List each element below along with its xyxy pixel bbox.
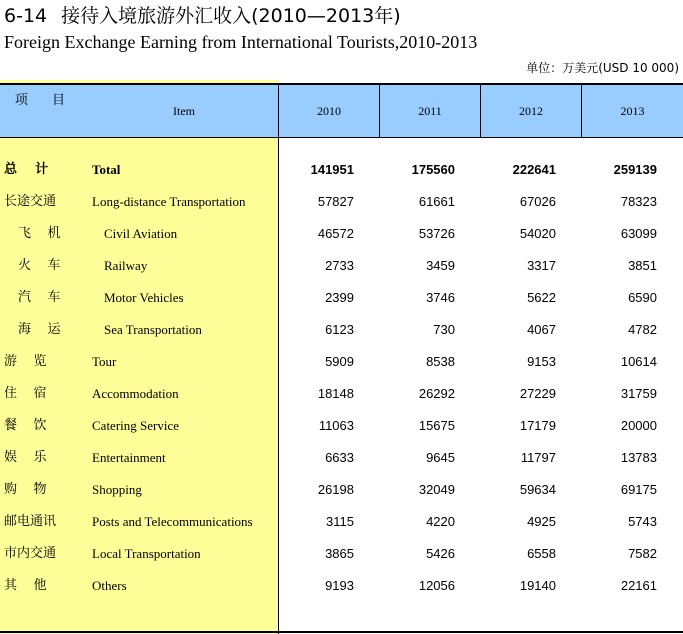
row-label-en: Shopping <box>92 482 142 497</box>
value-cell: 63099 <box>620 226 657 241</box>
unit-label: 单位：万美元(USD 10 000) <box>526 61 679 75</box>
row-label-en: Sea Transportation <box>104 322 202 337</box>
header-divider <box>480 83 481 138</box>
table-row <box>0 506 683 538</box>
row-label-en: Local Transportation <box>92 546 201 561</box>
table-row <box>0 474 683 506</box>
value-cell: 57827 <box>317 194 354 209</box>
value-cell: 4782 <box>628 322 657 337</box>
row-label-cn: 汽 车 <box>18 290 61 305</box>
value-cell: 67026 <box>519 194 556 209</box>
value-cell: 4220 <box>426 514 455 529</box>
value-cell: 18148 <box>317 386 354 401</box>
row-label-cn: 长途交通 <box>4 194 57 209</box>
value-cell: 15675 <box>418 418 455 433</box>
row-label-en: Civil Aviation <box>104 226 178 241</box>
value-cell: 5426 <box>426 546 455 561</box>
value-cell: 69175 <box>620 482 657 497</box>
table-number: 6-14 <box>4 5 48 27</box>
table-row <box>0 314 683 346</box>
header-year-2010: 2010 <box>317 103 341 118</box>
value-cell: 26198 <box>317 482 354 497</box>
value-cell: 7582 <box>628 546 657 561</box>
value-cell: 17179 <box>519 418 556 433</box>
value-cell: 3317 <box>527 258 556 273</box>
row-label-cn: 总 计 <box>4 162 49 177</box>
value-cell: 31759 <box>620 386 657 401</box>
row-label-en: Long-distance Transportation <box>92 194 246 209</box>
value-cell: 54020 <box>519 226 556 241</box>
value-cell: 3865 <box>325 546 354 561</box>
value-cell: 2733 <box>325 258 354 273</box>
value-cell: 3746 <box>426 290 455 305</box>
table-row <box>0 154 683 186</box>
table-row <box>0 346 683 378</box>
header-item-cn: 项 目 <box>14 93 76 108</box>
row-label-cn: 住 宿 <box>4 386 47 401</box>
header-divider <box>379 83 380 138</box>
value-cell: 13783 <box>620 450 657 465</box>
row-label-cn: 海 运 <box>18 322 61 337</box>
row-label-cn: 火 车 <box>18 258 61 273</box>
value-cell: 259139 <box>613 162 657 177</box>
value-cell: 2399 <box>325 290 354 305</box>
header-year-2012: 2012 <box>519 103 543 118</box>
table-row <box>0 442 683 474</box>
value-cell: 27229 <box>519 386 556 401</box>
value-cell: 5909 <box>325 354 354 369</box>
data-table <box>0 80 683 634</box>
value-cell: 175560 <box>411 162 455 177</box>
value-cell: 3459 <box>426 258 455 273</box>
row-label-en: Entertainment <box>92 450 166 465</box>
value-cell: 4067 <box>527 322 556 337</box>
value-cell: 26292 <box>418 386 455 401</box>
value-cell: 141951 <box>310 162 354 177</box>
value-cell: 11797 <box>520 450 556 465</box>
row-label-en: Motor Vehicles <box>104 290 184 305</box>
value-cell: 53726 <box>418 226 455 241</box>
value-cell: 78323 <box>620 194 657 209</box>
value-cell: 22161 <box>620 578 657 593</box>
value-cell: 46572 <box>317 226 354 241</box>
value-cell: 20000 <box>620 418 657 433</box>
header-year-2011: 2011 <box>418 103 442 118</box>
value-cell: 9153 <box>527 354 556 369</box>
row-label-en: Accommodation <box>92 386 179 401</box>
value-cell: 222641 <box>512 162 556 177</box>
table-row <box>0 282 683 314</box>
value-cell: 61661 <box>418 194 455 209</box>
value-cell: 8538 <box>426 354 455 369</box>
value-cell: 730 <box>433 322 455 337</box>
header-item-en: Item <box>173 103 195 118</box>
value-cell: 3851 <box>628 258 657 273</box>
table-title-cn <box>4 4 401 28</box>
table-title-cn-text: 接待入境旅游外汇收入(2010—2013年) <box>61 5 401 27</box>
table-row <box>0 538 683 570</box>
value-cell: 11063 <box>318 418 354 433</box>
row-label-cn: 邮电通讯 <box>4 514 57 529</box>
row-label-cn: 娱 乐 <box>4 450 47 465</box>
table-row <box>0 378 683 410</box>
table-row <box>0 570 683 602</box>
table-row <box>0 250 683 282</box>
row-label-en: Total <box>92 162 121 177</box>
value-cell: 9193 <box>325 578 354 593</box>
header-year-2013: 2013 <box>620 103 645 118</box>
row-label-en: Others <box>92 578 127 593</box>
table-row <box>0 186 683 218</box>
value-cell: 5622 <box>527 290 556 305</box>
table-bottom-rule <box>0 631 683 633</box>
row-label-cn: 市内交通 <box>4 546 57 561</box>
row-label-cn: 购 物 <box>4 482 47 497</box>
row-label-en: Posts and Telecommunications <box>92 514 253 529</box>
value-cell: 12056 <box>418 578 455 593</box>
value-cell: 4925 <box>527 514 556 529</box>
row-label-en: Catering Service <box>92 418 179 433</box>
table-row <box>0 410 683 442</box>
value-cell: 3115 <box>326 514 354 529</box>
value-cell: 10614 <box>620 354 657 369</box>
row-label-cn: 飞 机 <box>18 226 61 241</box>
row-label-cn: 游 览 <box>4 354 47 369</box>
value-cell: 59634 <box>519 482 556 497</box>
table-title-en: Foreign Exchange Earning from International Tourists,2010-2013 <box>4 32 478 52</box>
value-cell: 6590 <box>628 290 657 305</box>
row-label-en: Railway <box>104 258 148 273</box>
row-label-cn: 餐 饮 <box>4 418 47 433</box>
value-cell: 6558 <box>527 546 556 561</box>
value-cell: 19140 <box>519 578 556 593</box>
value-cell: 6123 <box>325 322 354 337</box>
value-cell: 5743 <box>628 514 657 529</box>
value-cell: 6633 <box>325 450 354 465</box>
value-cell: 32049 <box>418 482 455 497</box>
table-row <box>0 218 683 250</box>
value-cell: 9645 <box>426 450 455 465</box>
row-label-cn: 其 他 <box>4 578 47 593</box>
row-label-en: Tour <box>92 354 117 369</box>
header-divider <box>581 83 582 138</box>
